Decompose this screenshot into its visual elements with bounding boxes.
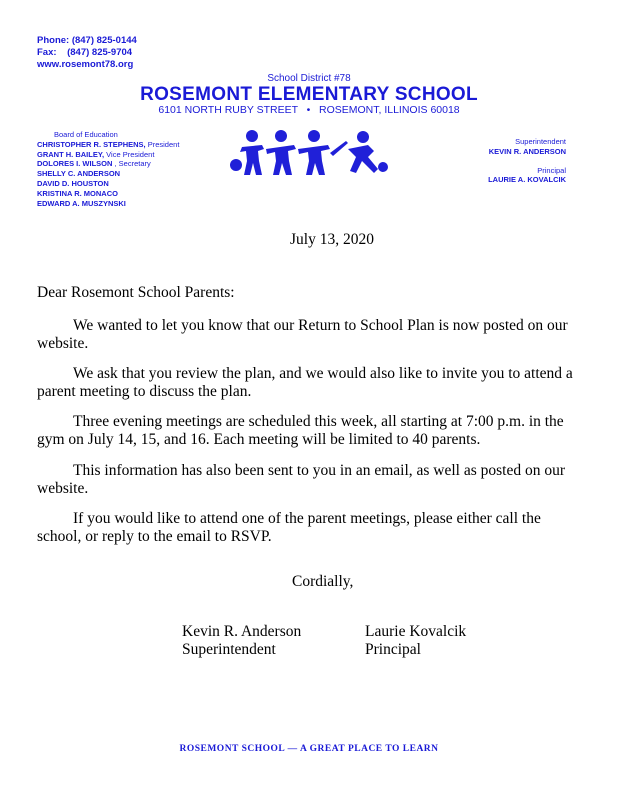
board-title: Board of Education <box>54 130 118 139</box>
contact-block <box>37 35 137 71</box>
website-link[interactable]: www.rosemont78.org <box>37 59 134 70</box>
superintendent-title: Superintendent <box>515 137 566 146</box>
board-member: KRISTINA R. MONACO <box>37 188 118 198</box>
salutation: Dear Rosemont School Parents: <box>37 284 235 301</box>
signature-name: Kevin R. Anderson <box>182 623 302 640</box>
principal-name: LAURIE A. KOVALCIK <box>488 175 566 185</box>
board-member: DAVID D. HOUSTON <box>37 178 109 188</box>
superintendent-name: KEVIN R. ANDERSON <box>488 146 566 156</box>
letter-paragraph: This information has also been sent to you in an email, as well as posted on our website. <box>37 462 566 497</box>
board-member: GRANT H. BAILEY, Vice President <box>37 149 155 159</box>
letter-date: July 13, 2020 <box>290 231 374 248</box>
letter-paragraph: We ask that you review the plan, and we would also like to invite you to attend a parent meeting to discuss the plan. <box>37 365 573 400</box>
signature-title: Principal <box>365 641 421 658</box>
footer-motto: ROSEMONT SCHOOL — A GREAT PLACE TO LEARN <box>179 744 439 754</box>
board-member: EDWARD A. MUSZYNSKI <box>37 198 126 208</box>
closing: Cordially, <box>292 573 354 590</box>
signature-principal <box>365 623 466 659</box>
signature-name: Laurie Kovalcik <box>365 623 467 640</box>
phone-number: Phone: (847) 825-0144 <box>37 35 137 46</box>
letter-paragraph: We wanted to let you know that our Return to School Plan is now posted on our website. <box>37 317 568 352</box>
children-playing-logo-icon <box>228 127 390 177</box>
board-member: CHRISTOPHER R. STEPHENS, President <box>37 139 180 149</box>
board-of-education <box>37 130 179 208</box>
letter-paragraph: If you would like to attend one of the parent meetings, please either call the school, or reply to the email to RSVP. <box>37 510 541 545</box>
board-member: SHELLY C. ANDERSON <box>37 169 121 179</box>
district-label: School District #78 <box>267 73 351 84</box>
signature-title: Superintendent <box>182 641 276 658</box>
board-member: DOLORES I. WILSON , Secretary <box>37 159 151 169</box>
fax-number: Fax: (847) 825-9704 <box>37 47 133 58</box>
administration-block <box>488 137 566 185</box>
letter-paragraph: Three evening meetings are scheduled this week, all starting at 7:00 p.m. in the gym on July 14, 15, and 16. Each meeting will be limited to 40 parents. <box>37 413 564 448</box>
principal-title: Principal <box>537 165 566 175</box>
signature-superintendent <box>182 623 301 659</box>
school-address: 6101 NORTH RUBY STREET • ROSEMONT, ILLINOIS 60018 <box>158 104 460 116</box>
school-name: ROSEMONT ELEMENTARY SCHOOL <box>140 84 478 105</box>
